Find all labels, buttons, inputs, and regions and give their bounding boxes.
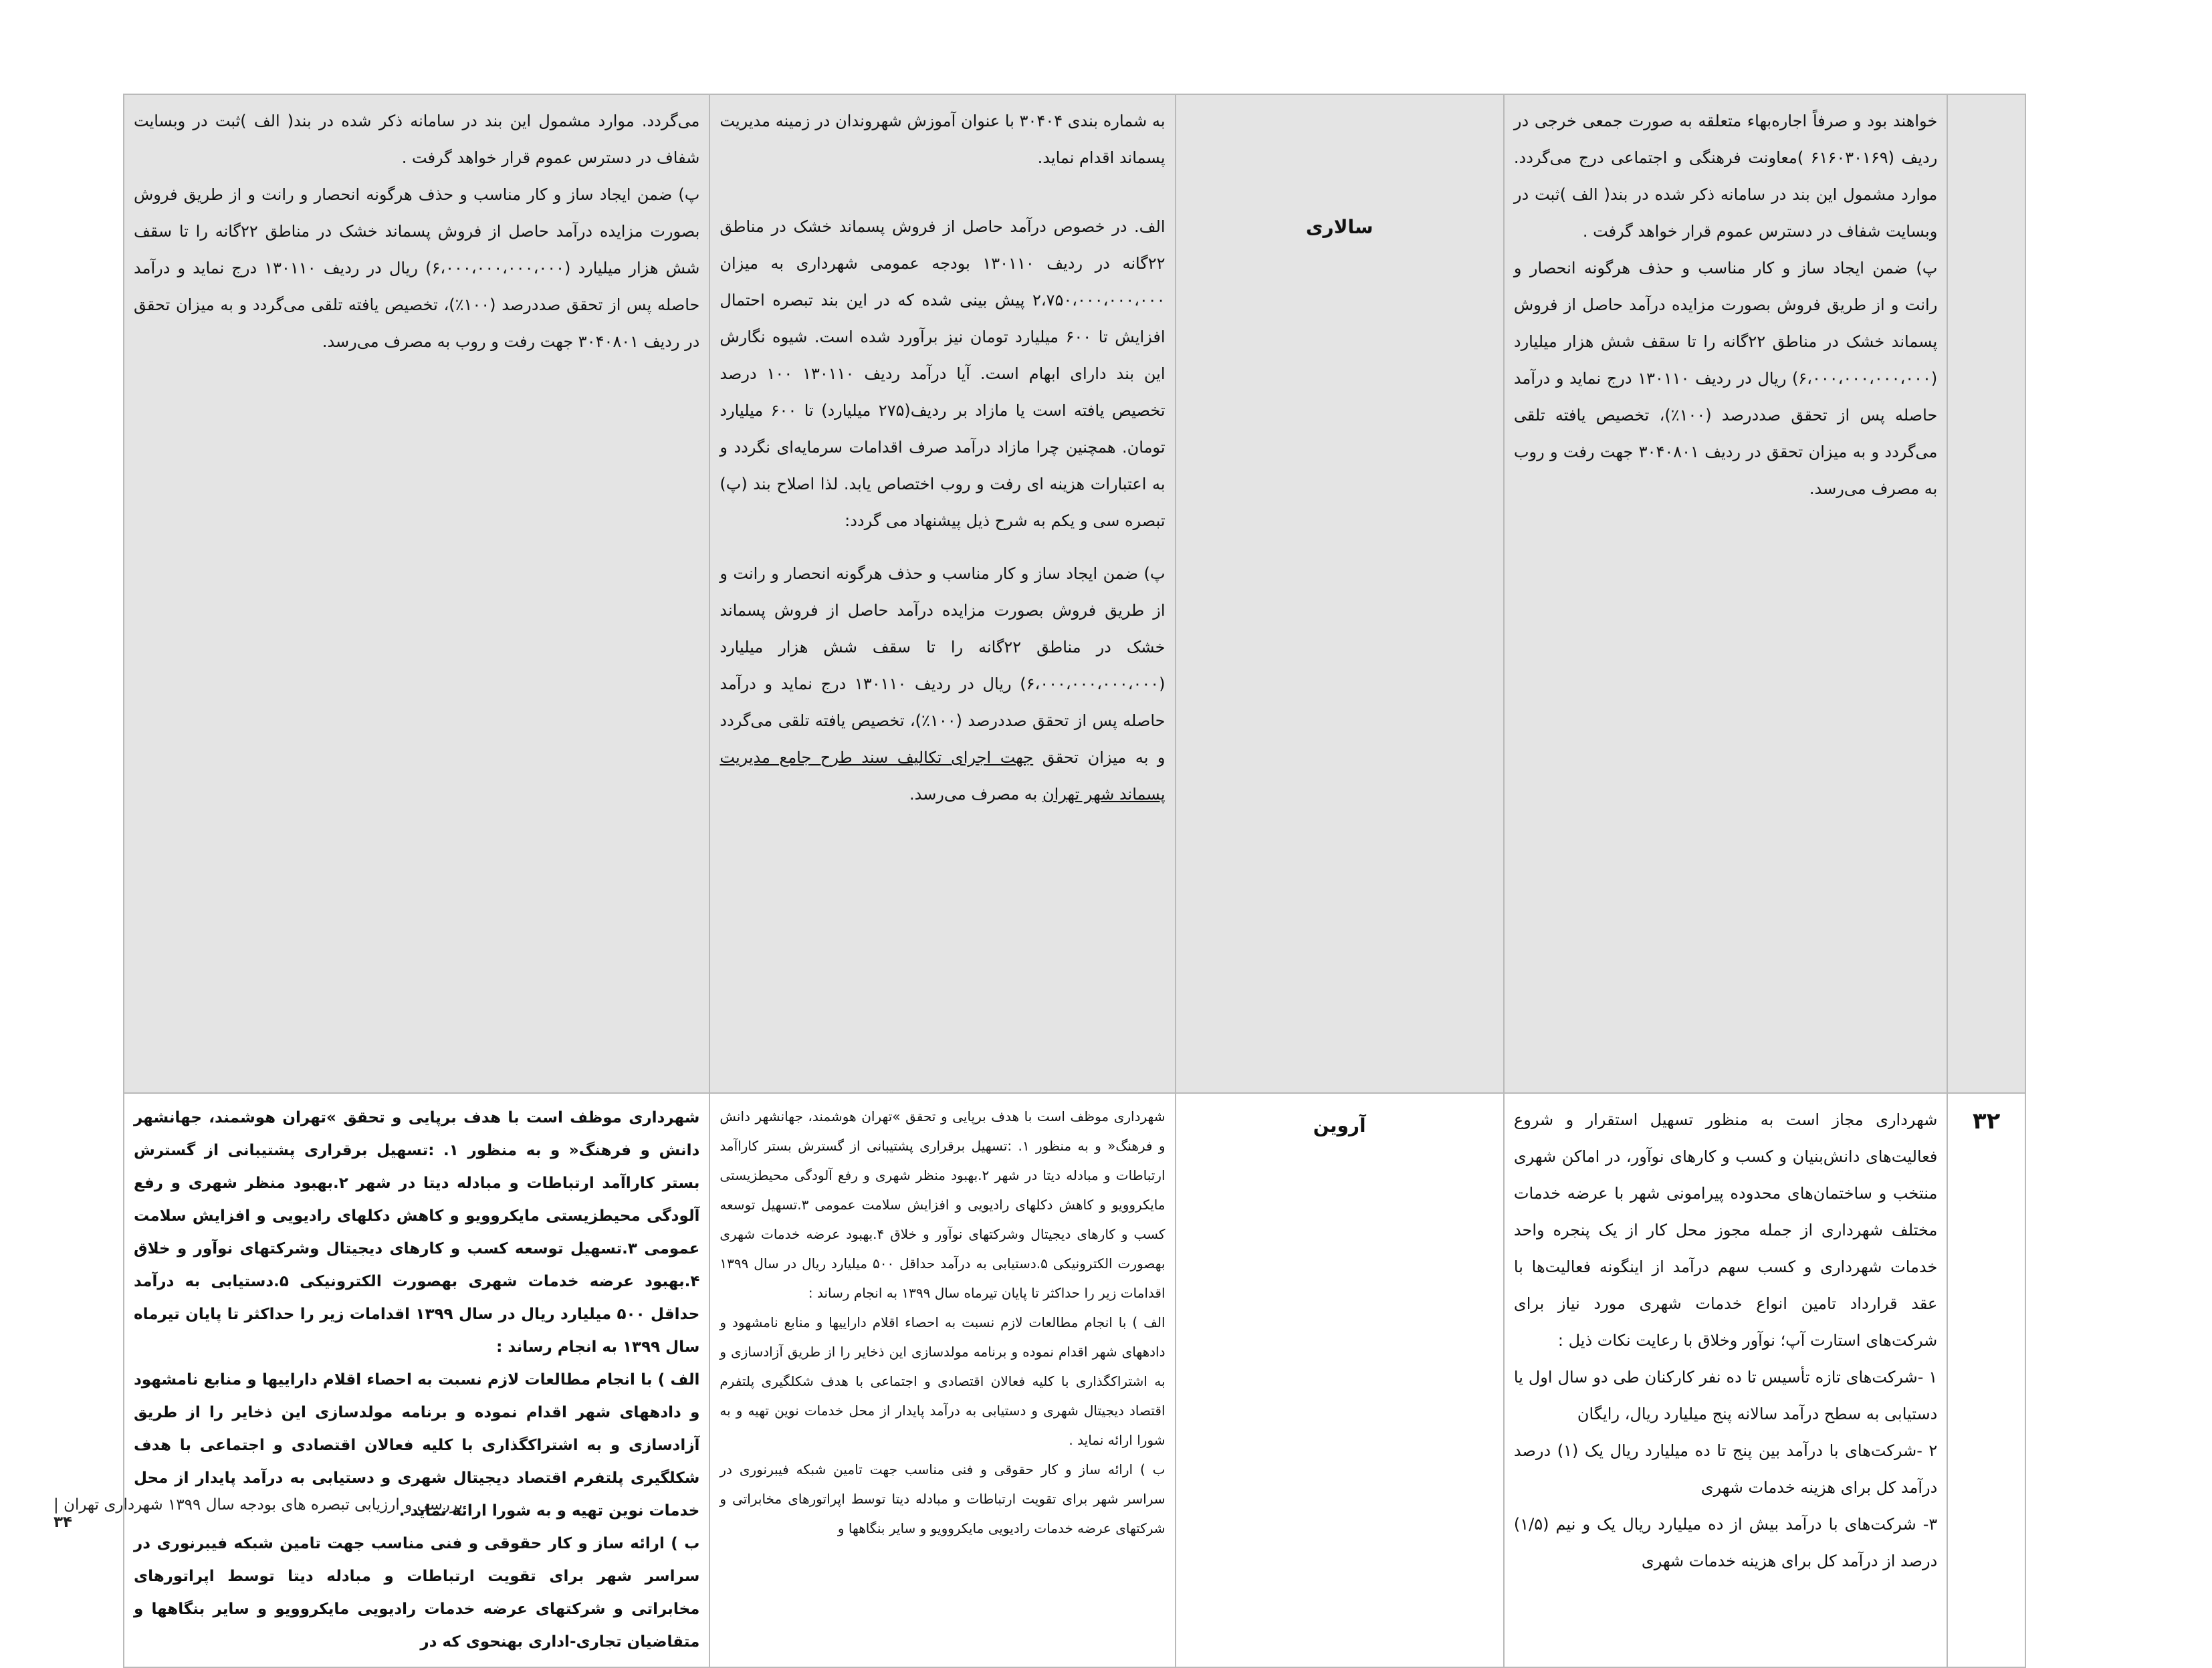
review-table bbox=[123, 94, 2026, 1668]
paragraph-gap bbox=[720, 193, 1165, 209]
table-row bbox=[124, 1093, 2025, 1667]
final-paragraph: الف ) با انجام مطالعات لازم نسبت به احصاء اقلام داراییها و منابع نامشهود و دادههای شهر اقدام نموده و برنامه مولدسازی این ذخایر را از طریق آزادسازی و به اشتراکگذاری با کلیه فعالان اقتصادی و اجتماعی با هدف شکلگیری پلتفرم اقتصاد دیجیتال شهری و دستیابی به درآمد پایدار از محل خدمات نوین تهیه و به شورا ارائه نماید . bbox=[134, 1371, 700, 1520]
final-paragraph: شهرداری موظف است با هدف برپایی و تحقق »تهران هوشمند، جهانشهر دانش و فرهنگ« و به منظور ۱. :تسهیل برقراری پشتیبانی از گسترش بستر کارا‌آمد ارتباطات و مبادله دیتا در شهر ۲.بهبود منظر شهری و رفع آلودگی محیطزیستی مایکروویو و کاهش دکلهای رادیویی و افزایش سلامت عمومی ۳.تسهیل توسعه کسب و کارهای دیجیتال وشرکتهای نوآور و خلاق ۴.بهبود عرضه خدمات شهری بهصورت الکترونیکی ۵.دستیابی به درآمد حداقل ۵۰۰ میلیارد ریال در سال ۱۳۹۹ اقدامات زیر را حداکثر تا پایان تیرماه سال ۱۳۹۹ به انجام رساند : bbox=[134, 1109, 700, 1356]
final-text-cell bbox=[124, 1093, 709, 1667]
member-name: آروین bbox=[1176, 1093, 1504, 1667]
member-name: سالاری bbox=[1176, 94, 1504, 1093]
review-paragraph: الف. در خصوص درآمد حاصل از فروش پسماند خشک در مناطق ۲۲گانه در ردیف ۱۳۰۱۱۰ بودجه عمومی شهرداری به میزان ۲،۷۵۰،۰۰۰،۰۰۰،۰۰۰ پیش بینی شده که در این بند تبصره احتمال افزایش تا ۶۰۰ میلیارد تومان نیز برآورد شده است. شیوه نگارش این بند دارای ابهام است. آیا درآمد ردیف ۱۳۰۱۱۰ ۱۰۰ درصد تخصیص یافته است یا مازاد بر ردیف(۲۷۵ میلیارد) تا ۶۰۰ میلیارد تومان. همچنین چرا مازاد درآمد صرف اقدامات سرمایه‌ای نگردد و به اعتبارات هزینه ای رفت و روب اختصاص یابد. لذا اصلاح بند (پ) تبصره سی و یکم به شرح ذیل پیشنهاد می گردد: bbox=[720, 217, 1166, 530]
original-list-item: ۱ -شرکت‌های تازه تأسیس تا ده نفر کارکنان طی دو سال اول یا دستیابی به سطح درآمد سالانه پنج میلیارد ریال، رایگان bbox=[1513, 1368, 1938, 1423]
final-paragraph: می‌گردد. موارد مشمول این بند در سامانه ذکر شده در بند( الف )ثبت در وبسایت شفاف در دسترس عموم قرار خواهد گرفت . bbox=[134, 112, 700, 167]
row-number bbox=[1947, 94, 2025, 1093]
proposal-underlined-text: جهت اجرای تکالیف سند طرح جامع مدیریت پسماند شهر تهران bbox=[720, 748, 1166, 804]
original-paragraph: خواهند بود و صرفاً اجاره‌بهاء متعلقه به صورت جمعی خرجی در ردیف (۶۱۶۰۳۰۱۶۹ )معاونت فرهنگی و اجتماعی درج می‌گردد. موارد مشمول این بند در سامانه ذکر شده در بند( الف )ثبت در وبسایت شفاف در دسترس عموم قرار خواهد گرفت . bbox=[1513, 112, 1938, 241]
original-text-cell bbox=[1504, 1093, 1947, 1667]
table-row bbox=[124, 94, 2025, 1093]
review-paragraph: شهرداری موظف است با هدف برپایی و تحقق »تهران هوشمند، جهانشهر دانش و فرهنگ« و به منظور ۱. :تسهیل برقراری پشتیبانی از گسترش بستر کارا‌آمد ارتباطات و مبادله دیتا در شهر ۲.بهبود منظر شهری و رفع آلودگی محیطزیستی مایکروویو و کاهش دکلهای رادیویی و افزایش سلامت عمومی ۳.تسهیل توسعه کسب و کارهای دیجیتال وشرکتهای نوآور و خلاق ۴.بهبود عرضه خدمات شهری بهصورت الکترونیکی ۵.دستیابی به درآمد حداقل ۵۰۰ میلیارد ریال در سال ۱۳۹۹ اقدامات زیر را حداکثر تا پایان تیرماه سال ۱۳۹۹ به انجام رساند : bbox=[720, 1108, 1166, 1301]
final-paragraph: ب ) ارائه ساز و کار حقوقی و فنی مناسب جهت تامین شبکه فیبرنوری در سراسر شهر برای تقویت ارتباطات و مبادله دیتا توسط اپراتورهای مخابراتی و شرکتهای عرضه خدمات رادیویی مایکروویو و سایر بنگاهها و متقاضیان تجاری-اداری بهنحوی که در bbox=[134, 1535, 700, 1651]
review-paragraph: الف ) با انجام مطالعات لازم نسبت به احصاء اقلام داراییها و منابع نامشهود و دادههای شهر اقدام نموده و برنامه مولدسازی این ذخایر را از طریق آزادسازی و به اشتراکگذاری با کلیه فعالان اقتصادی و اجتماعی با هدف شکلگیری پلتفرم اقتصاد دیجیتال شهری و دستیابی به درآمد پایدار از محل خدمات نوین تهیه و به شورا ارائه نماید . bbox=[720, 1314, 1166, 1448]
final-paragraph: پ) ضمن ایجاد ساز و کار مناسب و حذف هرگونه انحصار و رانت و از طریق فروش بصورت مزایده درآمد حاصل از فروش پسماند خشک در مناطق ۲۲گانه را تا سقف شش هزار میلیارد (۶،۰۰۰،۰۰۰،۰۰۰،۰۰۰) ریال در ردیف ۱۳۰۱۱۰ درج نماید و درآمد حاصله پس از تحقق صددرصد (۱۰۰٪)، تخصیص یافته تلقی می‌گردد و به میزان تحقق در ردیف ۳۰۴۰۸۰۱ جهت رفت و روب به مصرف می‌رسد. bbox=[134, 185, 700, 351]
review-paragraph: ب ) ارائه ساز و کار حقوقی و فنی مناسب جهت تامین شبکه فیبرنوری در سراسر شهر برای تقویت ارتباطات و مبادله دیتا توسط اپراتورهای مخابراتی و شرکتهای عرضه خدمات رادیویی مایکروویو و سایر بنگاهها و bbox=[720, 1461, 1166, 1536]
original-paragraph: پ) ضمن ایجاد ساز و کار مناسب و حذف هرگونه انحصار و رانت و از طریق فروش بصورت مزایده درآمد حاصل از فروش پسماند خشک در مناطق ۲۲گانه را تا سقف شش هزار میلیارد (۶،۰۰۰،۰۰۰،۰۰۰،۰۰۰) ریال در ردیف ۱۳۰۱۱۰ درج نماید و درآمد حاصله پس از تحقق صددرصد (۱۰۰٪)، تخصیص یافته تلقی می‌گردد و به میزان تحقق در ردیف ۳۰۴۰۸۰۱ جهت رفت و روب به مصرف می‌رسد. bbox=[1513, 259, 1938, 498]
review-text-cell bbox=[709, 1093, 1175, 1667]
proposal-text-end: به مصرف می‌رسد. bbox=[909, 785, 1038, 804]
row-number: ۳۲ bbox=[1947, 1093, 2025, 1667]
proposal-text: پ) ضمن ایجاد ساز و کار مناسب و حذف هرگونه انحصار و رانت و از طریق فروش بصورت مزایده درآمد حاصل از فروش پسماند خشک در مناطق ۲۲گانه را تا سقف شش هزار میلیارد (۶،۰۰۰،۰۰۰،۰۰۰،۰۰۰) ریال در ردیف ۱۳۰۱۱۰ درج نماید و درآمد حاصله پس از تحقق صددرصد (۱۰۰٪)، تخصیص یافته تلقی می‌گردد و به میزان تحقق bbox=[720, 564, 1166, 767]
original-list-item: ۲ -شرکت‌های با درآمد بین پنج تا ده میلیارد ریال یک (۱) درصد درآمد کل برای هزینه خدمات شهری bbox=[1513, 1441, 1938, 1497]
footer-separator: | bbox=[53, 1496, 59, 1514]
paragraph-gap bbox=[720, 176, 1165, 193]
original-paragraph: شهرداری مجاز است به منظور تسهیل استقرار و شروع فعالیت‌های دانش‌بنیان و کسب و کارهای نوآور، در اماکن شهری منتخب و ساختمان‌های محدوده پیرامونی شهر با عرضه خدمات مختلف شهرداری از جمله مجوز محل کار از یک پنجره واحد خدمات شهرداری و کسب سهم درآمد از اینگونه فعالیت‌ها با عقد قرارداد تامین انواع خدمات شهری مورد نیاز برای شرکت‌های استارت آپ؛ نوآور وخلاق با رعایت نکات ذیل : bbox=[1513, 1110, 1938, 1350]
footer-title: بررسی و ارزیابی تبصره های بودجه سال ۱۳۹۹ شهرداری تهران bbox=[64, 1496, 463, 1514]
review-proposal bbox=[720, 556, 1165, 813]
page-number: ۳۴ bbox=[53, 1514, 73, 1531]
page-footer bbox=[53, 1496, 481, 1531]
review-paragraph: به شماره بندی ۳۰۴۰۴ با عنوان آموزش شهروندان در زمینه مدیریت پسماند اقدام نماید. bbox=[720, 112, 1166, 167]
original-text-cell bbox=[1504, 94, 1947, 1093]
final-text-cell bbox=[124, 94, 709, 1093]
original-list-item: ۳- شرکت‌های با درآمد بیش از ده میلیارد ریال یک و نیم (۱/۵) درصد از درآمد کل برای هزینه خدمات شهری bbox=[1513, 1515, 1938, 1570]
paragraph-gap bbox=[720, 540, 1165, 556]
review-text-cell bbox=[709, 94, 1175, 1093]
